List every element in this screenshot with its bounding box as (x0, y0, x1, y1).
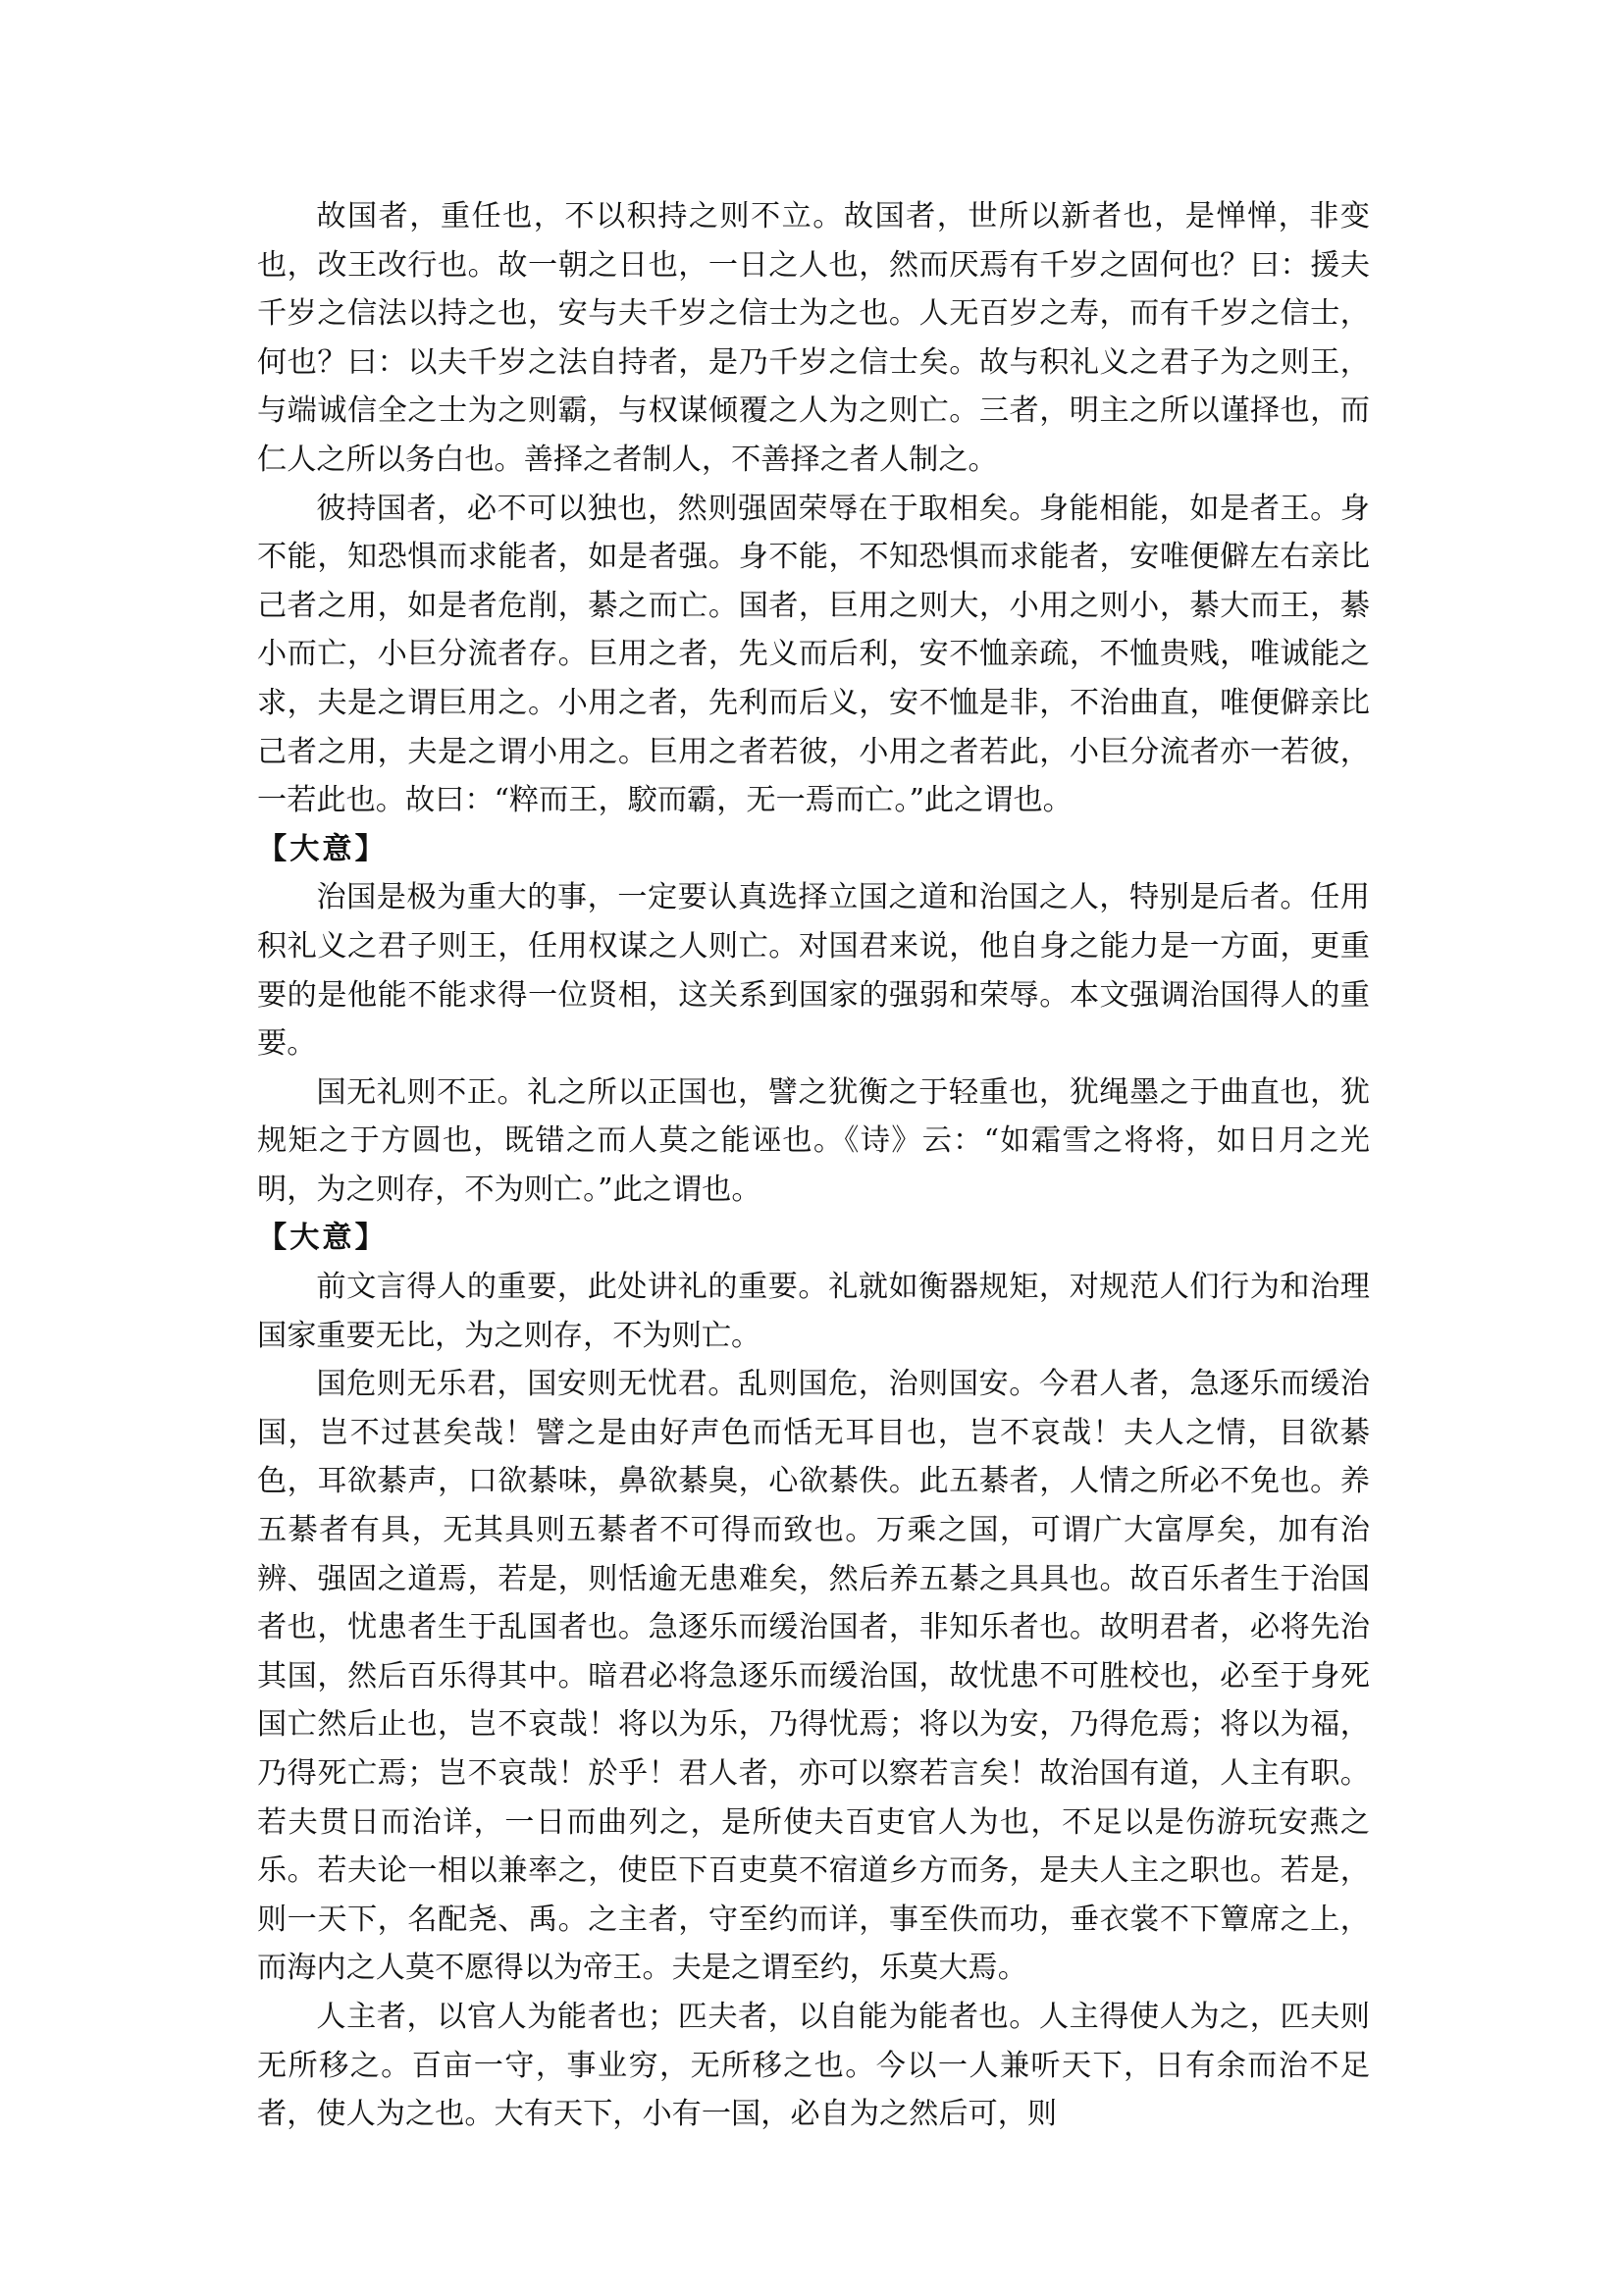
paragraph: 治国是极为重大的事，一定要认真选择立国之道和治国之人，特别是后者。任用积礼义之君子则王，任用权谋之人则亡。对国君来说，他自身之能力是一方面，更重要的是他能不能求得一位贤相，这关系到国家的强弱和荣辱。本文强调治国得人的重要。 (257, 880, 1370, 1062)
document-page (257, 192, 1370, 2139)
paragraph: 彼持国者，必不可以独也，然则强固荣辱在于取相矣。身能相能，如是者王。身不能，知恐惧而求能者，如是者强。身不能，不知恐惧而求能者，安唯便僻左右亲比己者之用，如是者危削，綦之而亡。国者，巨用之则大，小用之则小，綦大而王，綦小而亡，小巨分流者存。巨用之者，先义而后利，安不恤亲疏，不恤贵贱，唯诚能之求，夫是之谓巨用之。小用之者，先利而后义，安不恤是非，不治曲直，唯便僻亲比己者之用，夫是之谓小用之。巨用之者若彼，小用之者若此，小巨分流者亦一若彼，一若此也。故曰：“粹而王，駮而霸，无一焉而亡。”此之谓也。 (257, 491, 1370, 818)
section-heading: 【大意】 (257, 831, 388, 866)
paragraph: 人主者，以官人为能者也；匹夫者，以自能为能者也。人主得使人为之，匹夫则无所移之。百亩一守，事业穷，无所移之也。今以一人兼听天下，日有余而治不足者，使人为之也。大有天下，小有一国，必自为之然后可，则 (257, 1999, 1370, 2132)
paragraph: 国无礼则不正。礼之所以正国也，譬之犹衡之于轻重也，犹绳墨之于曲直也，犹规矩之于方圆也，既错之而人莫之能诬也。《诗》云：“如霜雪之将将，如日月之光明，为之则存，不为则亡。”此之谓也。 (257, 1074, 1370, 1207)
section-heading: 【大意】 (257, 1221, 388, 1256)
paragraph: 国危则无乐君，国安则无忧君。乱则国危，治则国安。今君人者，急逐乐而缓治国，岂不过甚矣哉！譬之是由好声色而恬无耳目也，岂不哀哉！夫人之情，目欲綦色，耳欲綦声，口欲綦味，鼻欲綦臭，心欲綦佚。此五綦者，人情之所必不免也。养五綦者有具，无其具则五綦者不可得而致也。万乘之国，可谓广大富厚矣，加有治辨、强固之道焉，若是，则恬逾无患难矣，然后养五綦之具具也。故百乐者生于治国者也，忧患者生于乱国者也。急逐乐而缓治国者，非知乐者也。故明君者，必将先治其国，然后百乐得其中。暗君必将急逐乐而缓治国，故忧患不可胜校也，必至于身死国亡然后止也，岂不哀哉！将以为乐，乃得忧焉；将以为安，乃得危焉；将以为福，乃得死亡焉；岂不哀哉！於乎！君人者，亦可以察若言矣！故治国有道，人主有职。若夫贯日而治详，一日而曲列之，是所使夫百吏官人为也，不足以是伤游玩安燕之乐。若夫论一相以兼率之，使臣下百吏莫不宿道乡方而务，是夫人主之职也。若是，则一天下，名配尧、禹。之主者，守至约而详，事至佚而功，垂衣裳不下簟席之上，而海内之人莫不愿得以为帝王。夫是之谓至约，乐莫大焉。 (257, 1367, 1370, 1986)
paragraph: 前文言得人的重要，此处讲礼的重要。礼就如衡器规矩，对规范人们行为和治理国家重要无比，为之则存，不为则亡。 (257, 1270, 1370, 1353)
paragraph: 故国者，重任也，不以积持之则不立。故国者，世所以新者也，是惮惮，非变也，改王改行也。故一朝之日也，一日之人也，然而厌焉有千岁之固何也？曰：援夫千岁之信法以持之也，安与夫千岁之信士为之也。人无百岁之寿，而有千岁之信士，何也？曰：以夫千岁之法自持者，是乃千岁之信士矣。故与积礼义之君子为之则王，与端诚信全之士为之则霸，与权谋倾覆之人为之则亡。三者，明主之所以谨择也，而仁人之所以务白也。善择之者制人，不善择之者人制之。 (257, 199, 1370, 477)
